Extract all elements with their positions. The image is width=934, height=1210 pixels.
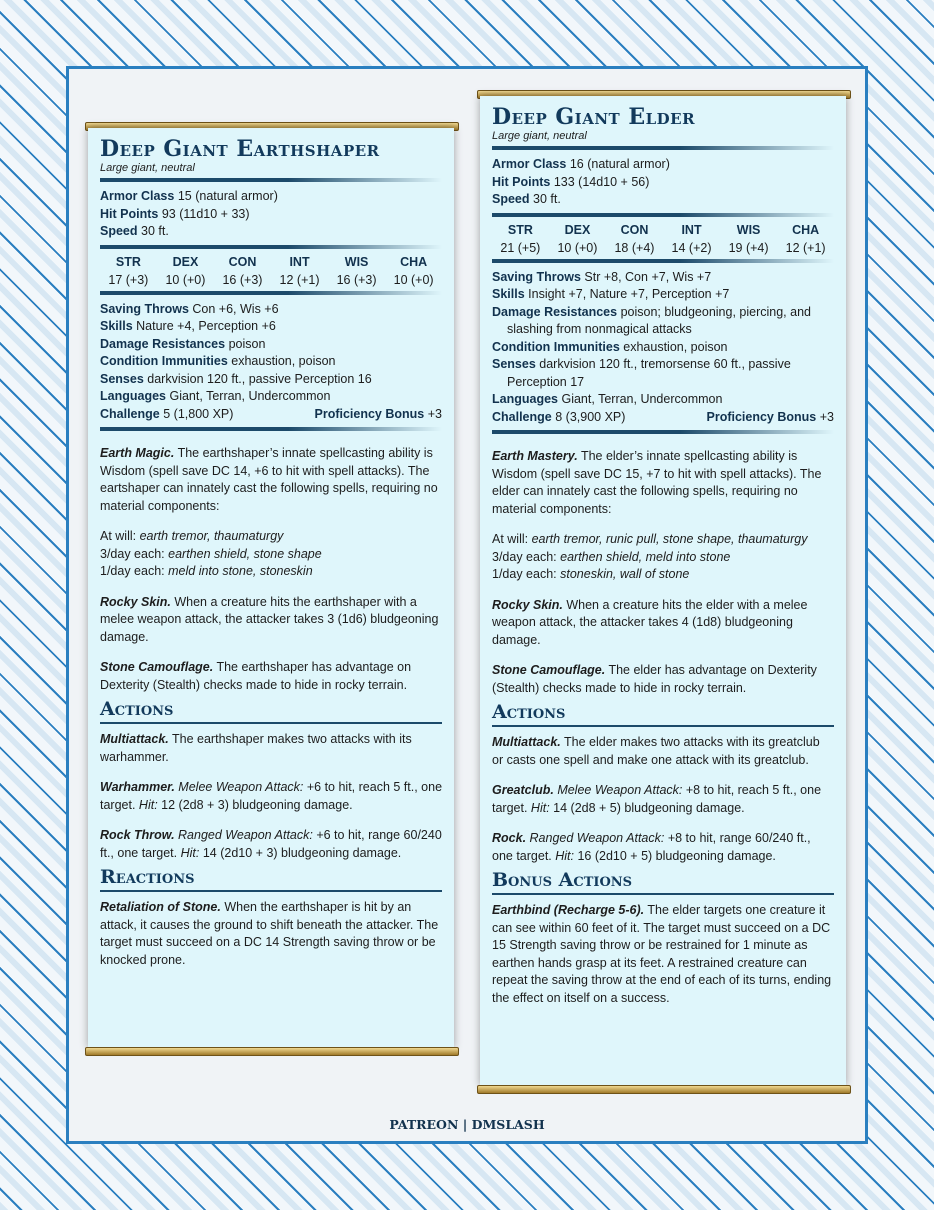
divider [100,245,442,249]
statblock-elder [480,96,846,1086]
senses-cont: Perception 17 [507,374,585,389]
action-multiattack: Multiattack. The elder makes two attacks with its greatclub or casts one spell and make one attack with its greatclub. [492,735,820,767]
reaction-retaliation: Retaliation of Stone. When the earthshaper is hit by an attack, it causes the ground to shift beneath the attacker. The target must succeed on a DC 14 Strength saving throw or be knocked prone. [100,900,439,967]
action-rock: Rock. Ranged Weapon Attack: +8 to hit, range 60/240 ft., one target. Hit: 16 (2d10 + 5) bludgeoning damage. [492,831,811,863]
speed: Speed 30 ft. [492,192,561,206]
action-rock-throw: Rock Throw. Ranged Weapon Attack: +6 to hit, range 60/240 ft., one target. Hit: 14 (2d10 + 3) bludgeoning damage. [100,828,442,860]
action-warhammer: Warhammer. Melee Weapon Attack: +6 to hit, reach 5 ft., one target. Hit: 12 (2d8 + 3) bludgeoning damage. [100,780,443,812]
skills: Skills Insight +7, Nature +7, Perception +7 [492,287,730,301]
divider [100,291,442,295]
spell-1-day: 1/day each: stoneskin, wall of stone [492,567,690,581]
divider [492,213,834,217]
languages: Languages Giant, Terran, Undercommon [492,392,723,406]
section-bonus-actions: Bonus Actions [492,869,633,891]
saving-throws: Saving Throws Con +6, Wis +6 [100,301,279,316]
trait-stone-camouflage: Stone Camouflage. The earthshaper has advantage on Dexterity (Stealth) checks made to hide in rocky terrain. [100,660,412,692]
ability-scores: 21 (+5) 10 (+0) 18 (+4) 14 (+2) 19 (+4) 12 (+1) [500,240,826,255]
divider [100,178,442,182]
challenge: Challenge 8 (3,900 XP) Proficiency Bonus +3 [492,409,834,424]
trait-earth-mastery: Earth Mastery. The elder’s innate spellcasting ability is Wisdom (spell save DC 15, +7 to hit with spell attacks). The elder can innately cast the following spells, requiring no material components: [492,449,822,516]
senses: Senses darkvision 120 ft., tremorsense 60 ft., passive [492,357,791,371]
ability-headers: STR DEX CON INT WIS CHA [507,222,820,237]
trait-stone-camouflage: Stone Camouflage. The elder has advantage on Dexterity (Stealth) checks made to hide in rocky terrain. [492,663,817,695]
spell-1-day: 1/day each: meld into stone, stoneskin [100,564,313,578]
action-multiattack: Multiattack. The earthshaper makes two attacks with its warhammer. [100,732,412,764]
divider [100,722,442,724]
spell-at-will: At will: earth tremor, runic pull, stone shape, thaumaturgy [492,532,808,546]
footer-credit: PATREON | DMSLASH [389,1117,545,1132]
damage-resistances: Damage Resistances poison [100,336,266,351]
hit-points: Hit Points 133 (14d10 + 56) [492,174,650,189]
divider [100,427,442,431]
divider [100,890,442,892]
statblock-subtitle: Large giant, neutral [100,162,195,174]
statblock-title: Deep Giant Elder [492,104,696,130]
senses: Senses darkvision 120 ft., passive Perception 16 [100,371,372,386]
ability-scores: 17 (+3) 10 (+0) 16 (+3) 12 (+1) 16 (+3) 10 (+0) [108,272,434,287]
divider [492,146,834,150]
challenge: Challenge 5 (1,800 XP) Proficiency Bonus +3 [100,406,442,421]
skills: Skills Nature +4, Perception +6 [100,319,276,333]
scroll-rod-bottom [477,1085,851,1094]
spell-3-day: 3/day each: earthen shield, stone shape [100,546,322,561]
section-actions: Actions [492,701,566,723]
spell-at-will: At will: earth tremor, thaumaturgy [100,529,284,543]
divider [492,725,834,727]
statblock-earthshaper [88,128,454,1048]
condition-immunities: Condition Immunities exhaustion, poison [492,339,728,354]
divider [492,259,834,263]
divider [492,893,834,895]
statblock-subtitle: Large giant, neutral [492,130,587,142]
armor-class: Armor Class 15 (natural armor) [100,189,278,203]
trait-rocky-skin: Rocky Skin. When a creature hits the elder with a melee weapon attack, the attacker takes 4 (1d8) bludgeoning damage. [492,597,808,647]
hit-points: Hit Points 93 (11d10 + 33) [100,206,250,221]
spell-3-day: 3/day each: earthen shield, meld into stone [492,549,731,564]
damage-resistances: Damage Resistances poison; bludgeoning, piercing, and [492,304,811,319]
divider [492,430,834,434]
armor-class: Armor Class 16 (natural armor) [492,157,670,171]
section-actions: Actions [100,698,174,720]
bonus-earthbind: Earthbind (Recharge 5-6). The elder targets one creature it can see within 60 feet of it. The target must succeed on a DC 15 Strength saving throw or be restrained for 1 minute as earthen hands grasp at its feet. A restrained creature can repeat the saving throw at the end of each of its turns, ending the effect on itself on a success. [492,903,832,1005]
damage-resistances-cont: slashing from nonmagical attacks [507,322,692,336]
condition-immunities: Condition Immunities exhaustion, poison [100,354,336,368]
languages: Languages Giant, Terran, Undercommon [100,389,331,403]
speed: Speed 30 ft. [100,224,169,238]
trait-earth-magic: Earth Magic. The earthshaper’s innate spellcasting ability is Wisdom (spell save DC 14, +6 to hit with spell attacks). The eartshaper can innately cast the following spells, requiring no material components: [100,446,438,513]
saving-throws: Saving Throws Str +8, Con +7, Wis +7 [492,269,712,284]
scroll-rod-bottom [85,1047,459,1056]
section-reactions: Reactions [100,866,195,888]
ability-headers: STR DEX CON INT WIS CHA [115,254,428,269]
trait-rocky-skin: Rocky Skin. When a creature hits the earthshaper with a melee weapon attack, the attacker takes 3 (1d6) bludgeoning damage. [100,594,439,644]
action-greatclub: Greatclub. Melee Weapon Attack: +8 to hit, reach 5 ft., one target. Hit: 14 (2d8 + 5) bludgeoning damage. [492,783,822,815]
statblock-title: Deep Giant Earthshaper [100,136,380,162]
